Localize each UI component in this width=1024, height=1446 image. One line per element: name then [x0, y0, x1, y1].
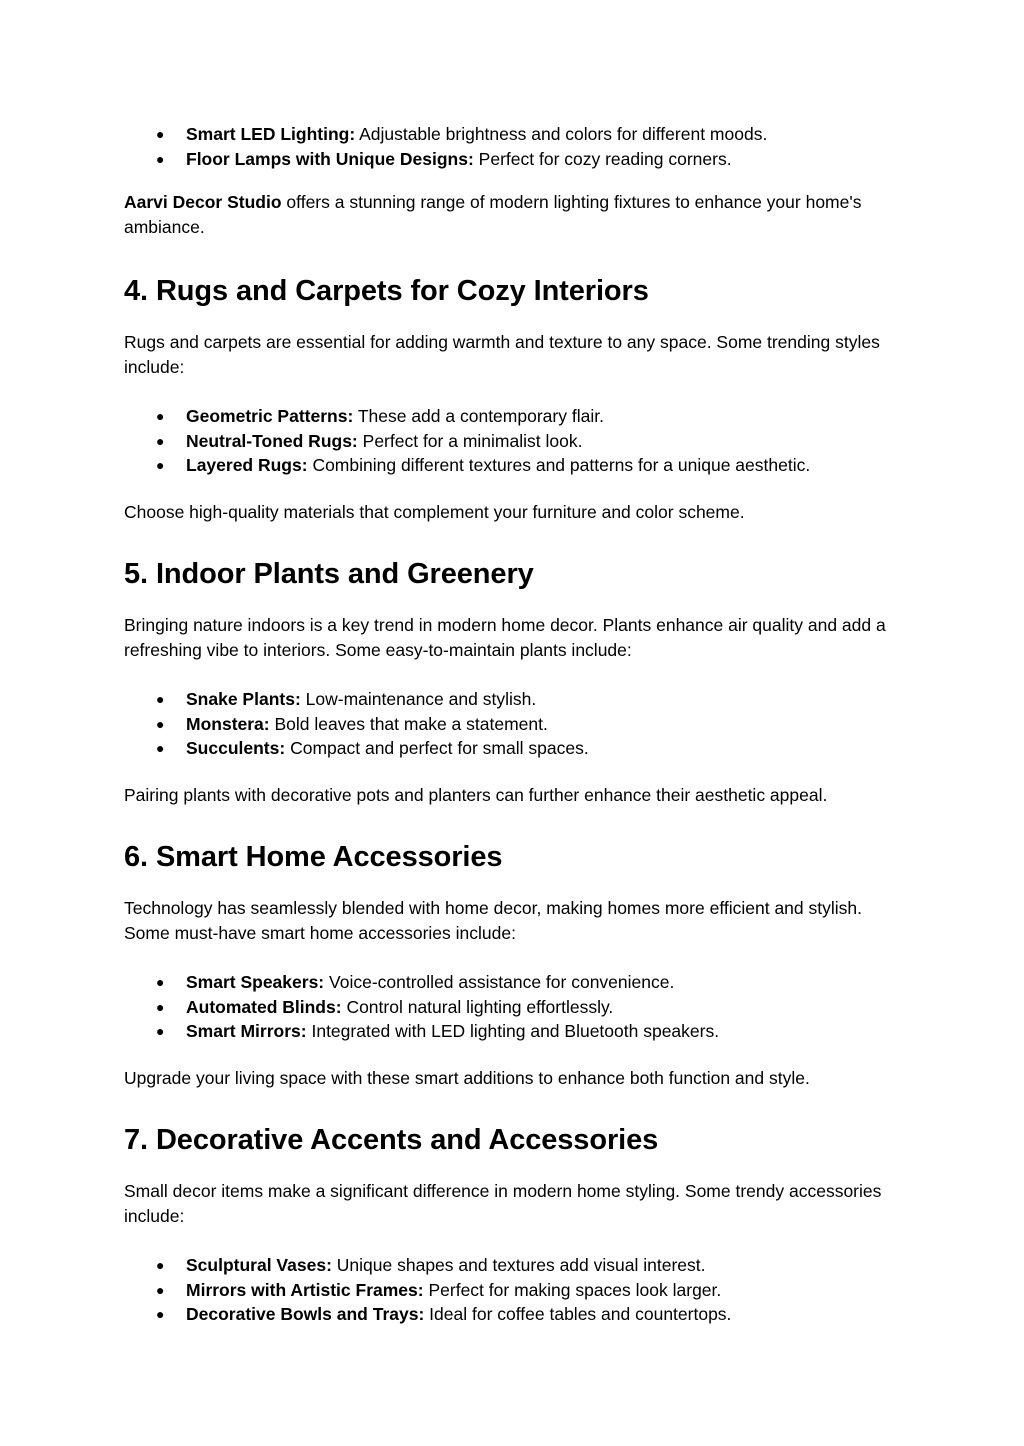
list-item-desc: Voice-controlled assistance for convenience.	[329, 972, 675, 992]
list-item-desc: Combining different textures and patterns for a unique aesthetic.	[312, 455, 811, 475]
list-item-desc: Unique shapes and textures add visual interest.	[336, 1255, 706, 1275]
list-item-term: Succulents:	[186, 738, 286, 758]
list-item-term: Mirrors with Artistic Frames:	[186, 1279, 424, 1300]
list-item-term: Automated Blinds:	[186, 996, 342, 1017]
section-intro: Bringing nature indoors is a key trend in modern home decor. Plants enhance air quality and add a refreshing vibe to interiors. Some easy-to-maintain plants include:	[124, 615, 886, 660]
bullet-icon: ●	[156, 457, 165, 473]
bullet-icon: ●	[156, 974, 165, 990]
list-item	[124, 147, 900, 172]
list-item-term: Layered Rugs:	[186, 455, 308, 475]
section-list	[124, 687, 900, 761]
list-item	[124, 404, 900, 429]
list-item	[124, 1253, 900, 1278]
list-item-desc: Compact and perfect for small spaces.	[290, 738, 589, 758]
section-heading: 5. Indoor Plants and Greenery	[124, 558, 534, 590]
section-outro: Pairing plants with decorative pots and planters can further enhance their aesthetic appeal.	[124, 785, 828, 805]
list-item	[124, 453, 900, 478]
list-item-desc: Perfect for a minimalist look.	[362, 430, 583, 451]
section-outro: Choose high-quality materials that complement your furniture and color scheme.	[124, 502, 745, 522]
bullet-icon: ●	[156, 1281, 165, 1298]
list-item-desc: Low-maintenance and stylish.	[305, 689, 537, 709]
lighting-list	[124, 122, 900, 171]
section-list	[124, 404, 900, 478]
section-intro: Rugs and carpets are essential for adding warmth and texture to any space. Some trending styles include:	[124, 332, 880, 377]
list-item-term: Monstera:	[186, 713, 270, 734]
bullet-icon: ●	[156, 150, 165, 167]
list-item-desc: Perfect for cozy reading corners.	[478, 148, 732, 169]
section-heading: 4. Rugs and Carpets for Cozy Interiors	[124, 275, 649, 307]
studio-name: Aarvi Decor Studio	[124, 192, 282, 212]
list-item-term: Decorative Bowls and Trays:	[186, 1304, 425, 1324]
section-intro: Technology has seamlessly blended with home decor, making homes more efficient and stylish. Some must-have smart home accessories include:	[124, 898, 862, 943]
bullet-icon: ●	[156, 432, 165, 449]
studio-paragraph	[124, 190, 900, 240]
list-item	[124, 970, 900, 995]
list-item-desc: Integrated with LED lighting and Bluetooth speakers.	[311, 1021, 720, 1041]
list-item-term: Floor Lamps with Unique Designs:	[186, 148, 474, 169]
list-item-desc: Adjustable brightness and colors for different moods.	[359, 124, 768, 144]
list-item	[124, 687, 900, 712]
list-item	[124, 712, 900, 737]
bullet-icon: ●	[156, 740, 165, 756]
bullet-icon: ●	[156, 1023, 165, 1039]
list-item-desc: Bold leaves that make a statement.	[274, 713, 548, 734]
list-item-term: Neutral-Toned Rugs:	[186, 430, 358, 451]
list-item-desc: Perfect for making spaces look larger.	[428, 1279, 722, 1300]
list-item	[124, 1302, 900, 1327]
list-item-term: Geometric Patterns:	[186, 406, 354, 426]
list-item-desc: Control natural lighting effortlessly.	[346, 996, 614, 1017]
bullet-icon: ●	[156, 715, 165, 732]
list-item-term: Sculptural Vases:	[186, 1255, 332, 1275]
list-item-term: Snake Plants:	[186, 689, 301, 709]
bullet-icon: ●	[156, 998, 165, 1015]
studio-paragraph-text: offers a stunning range of modern lighting fixtures to enhance your home's ambiance.	[124, 192, 862, 237]
list-item	[124, 429, 900, 454]
bullet-icon: ●	[156, 1306, 165, 1322]
bullet-icon: ●	[156, 1257, 165, 1273]
list-item	[124, 1278, 900, 1303]
list-item-desc: Ideal for coffee tables and countertops.	[429, 1304, 732, 1324]
list-item	[124, 1019, 900, 1044]
section-list	[124, 1253, 900, 1327]
list-item-desc: These add a contemporary flair.	[357, 406, 604, 426]
bullet-icon: ●	[156, 408, 165, 424]
section-heading: 7. Decorative Accents and Accessories	[124, 1124, 659, 1156]
list-item-term: Smart Mirrors:	[186, 1021, 307, 1041]
bullet-icon: ●	[156, 126, 165, 142]
list-item	[124, 122, 900, 147]
section-outro: Upgrade your living space with these smart additions to enhance both function and style.	[124, 1068, 810, 1088]
section-list	[124, 970, 900, 1044]
list-item-term: Smart Speakers:	[186, 972, 325, 992]
section-heading: 6. Smart Home Accessories	[124, 841, 503, 873]
list-item	[124, 995, 900, 1020]
section-intro: Small decor items make a significant difference in modern home styling. Some trendy accessories include:	[124, 1181, 882, 1226]
list-item-term: Smart LED Lighting:	[186, 124, 356, 144]
bullet-icon: ●	[156, 691, 165, 707]
list-item	[124, 736, 900, 761]
